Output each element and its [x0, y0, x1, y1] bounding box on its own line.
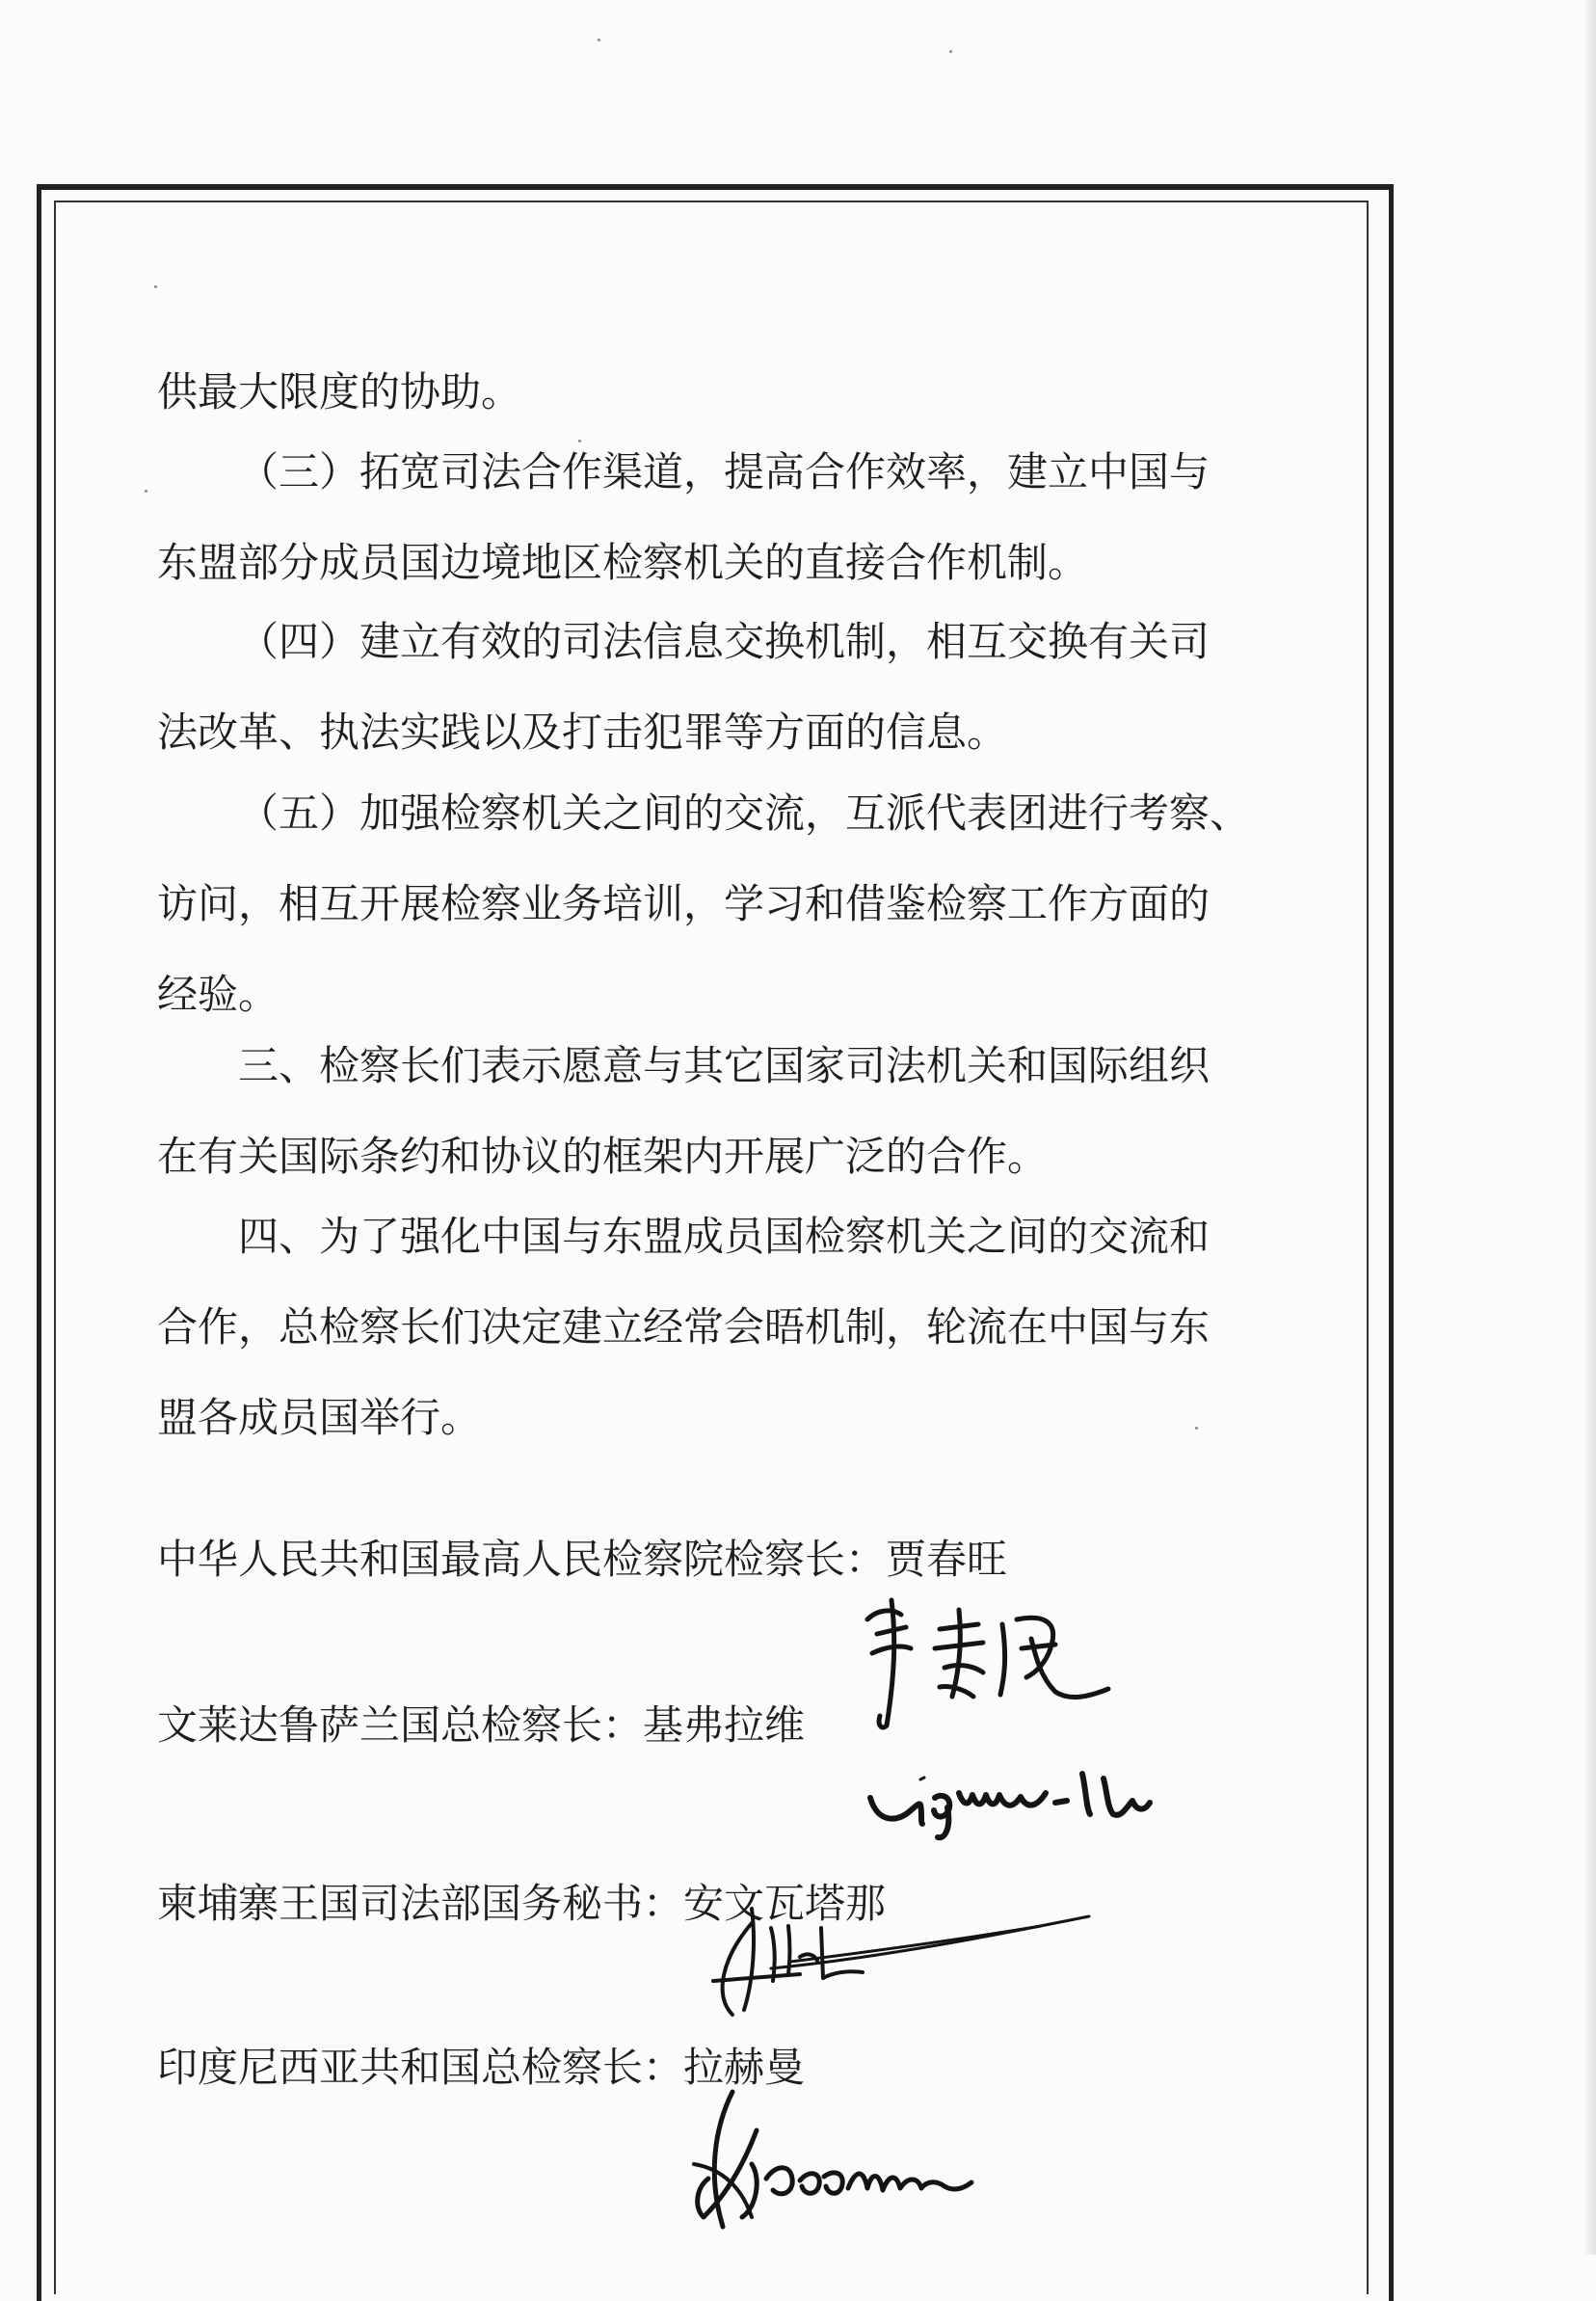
text-line: （五）加强检察机关之间的交流，互派代表团进行考察、	[238, 789, 1251, 837]
text-line: 访问，相互开展检察业务培训，学习和借鉴检察工作方面的	[157, 880, 1210, 927]
signatory-title: 文莱达鲁萨兰国总检察长：	[157, 1701, 644, 1749]
handwritten-signature-cambodia	[655, 1889, 1099, 2024]
signatory-china	[157, 1531, 1007, 1589]
signatory-title: 柬埔寨王国司法部国务秘书：	[157, 1880, 684, 1927]
signatory-brunei	[157, 1697, 805, 1754]
signatory-name: 安文瓦塔那	[683, 1880, 887, 1927]
text-line: 盟各成员国举行。	[157, 1394, 482, 1441]
paragraph-item-5	[157, 768, 1275, 1040]
signatory-name: 贾春旺	[886, 1536, 1008, 1583]
text-line: 在有关国际条约和协议的框架内开展广泛的合作。	[157, 1133, 1049, 1180]
text-line: 四、为了强化中国与东盟成员国检察机关之间的交流和	[238, 1213, 1210, 1260]
text-line: 合作，总检察长们决定建立经常会晤机制，轮流在中国与东	[157, 1303, 1210, 1351]
handwritten-signature-indonesia	[665, 2073, 1031, 2246]
signatory-title: 印度尼西亚共和国总检察长：	[157, 2044, 684, 2091]
text-line: （四）建立有效的司法信息交换机制，相互交换有关司	[238, 618, 1210, 665]
text-line: 东盟部分成员国边境地区检察机关的直接合作机制。	[157, 539, 1089, 586]
paragraph-item-3	[157, 427, 1275, 608]
text-line: （三）拓宽司法合作渠道，提高合作效率，建立中国与	[238, 448, 1210, 495]
handwritten-signature-brunei	[863, 1754, 1219, 1841]
scan-speck	[598, 39, 600, 41]
paragraph-section-4	[157, 1191, 1275, 1463]
paragraph-item-4	[157, 597, 1275, 778]
text-line: 供最大限度的协助。	[157, 368, 522, 415]
text-line: 法改革、执法实践以及打击犯罪等方面的信息。	[157, 709, 1008, 756]
paragraph-continued	[157, 347, 1275, 438]
signatory-name: 拉赫曼	[683, 2044, 806, 2091]
signatory-name: 基弗拉维	[643, 1701, 806, 1749]
text-line: 经验。	[157, 971, 279, 1018]
signatory-title: 中华人民共和国最高人民检察院检察长：	[157, 1536, 887, 1583]
scan-speck	[949, 50, 952, 53]
handwritten-signature-china	[848, 1581, 1137, 1745]
scan-edge	[1585, 0, 1596, 2255]
text-line: 三、检察长们表示愿意与其它国家司法机关和国际组织	[238, 1042, 1210, 1089]
paragraph-section-3	[157, 1021, 1275, 1202]
